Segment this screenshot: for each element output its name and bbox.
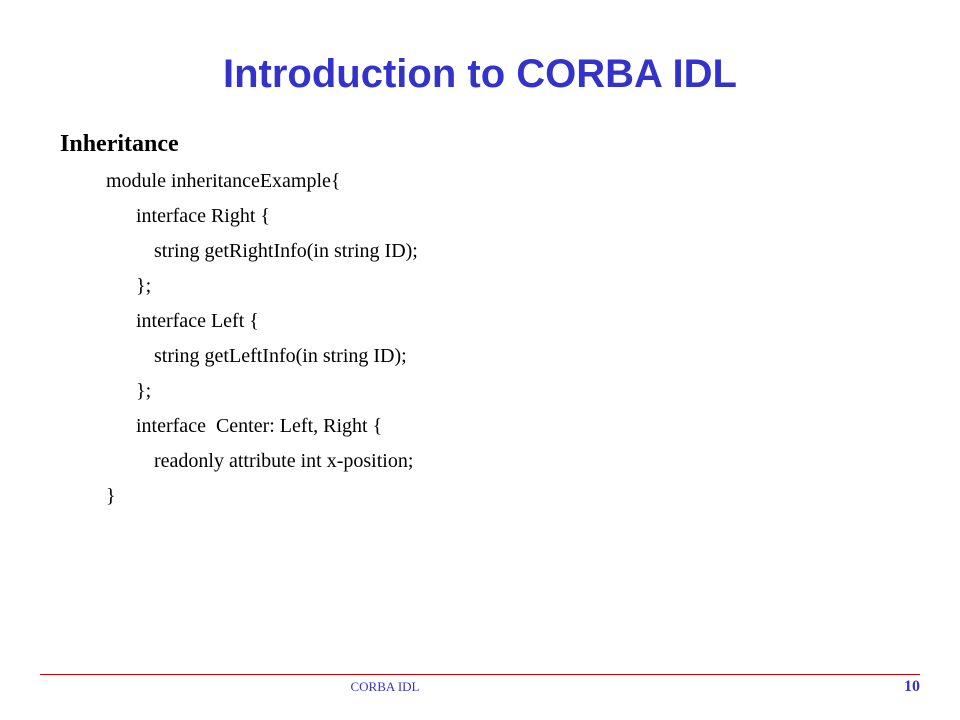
- page-number: 10: [904, 678, 920, 695]
- code-line: };: [136, 275, 152, 297]
- code-line: string getRightInfo(in string ID);: [154, 240, 418, 262]
- section-heading: Inheritance: [60, 131, 179, 157]
- code-line: }: [106, 485, 116, 507]
- code-line: };: [136, 380, 152, 402]
- code-line: interface Center: Left, Right {: [136, 415, 383, 437]
- footer-divider: [40, 674, 920, 675]
- footer-label: CORBA IDL: [350, 679, 420, 694]
- code-line: module inheritanceExample{: [106, 170, 341, 192]
- code-line: string getLeftInfo(in string ID);: [154, 345, 407, 367]
- code-line: interface Left {: [136, 310, 259, 332]
- code-line: interface Right {: [136, 205, 270, 227]
- code-line: readonly attribute int x-position;: [154, 450, 414, 472]
- slide-title: Introduction to CORBA IDL: [223, 52, 737, 96]
